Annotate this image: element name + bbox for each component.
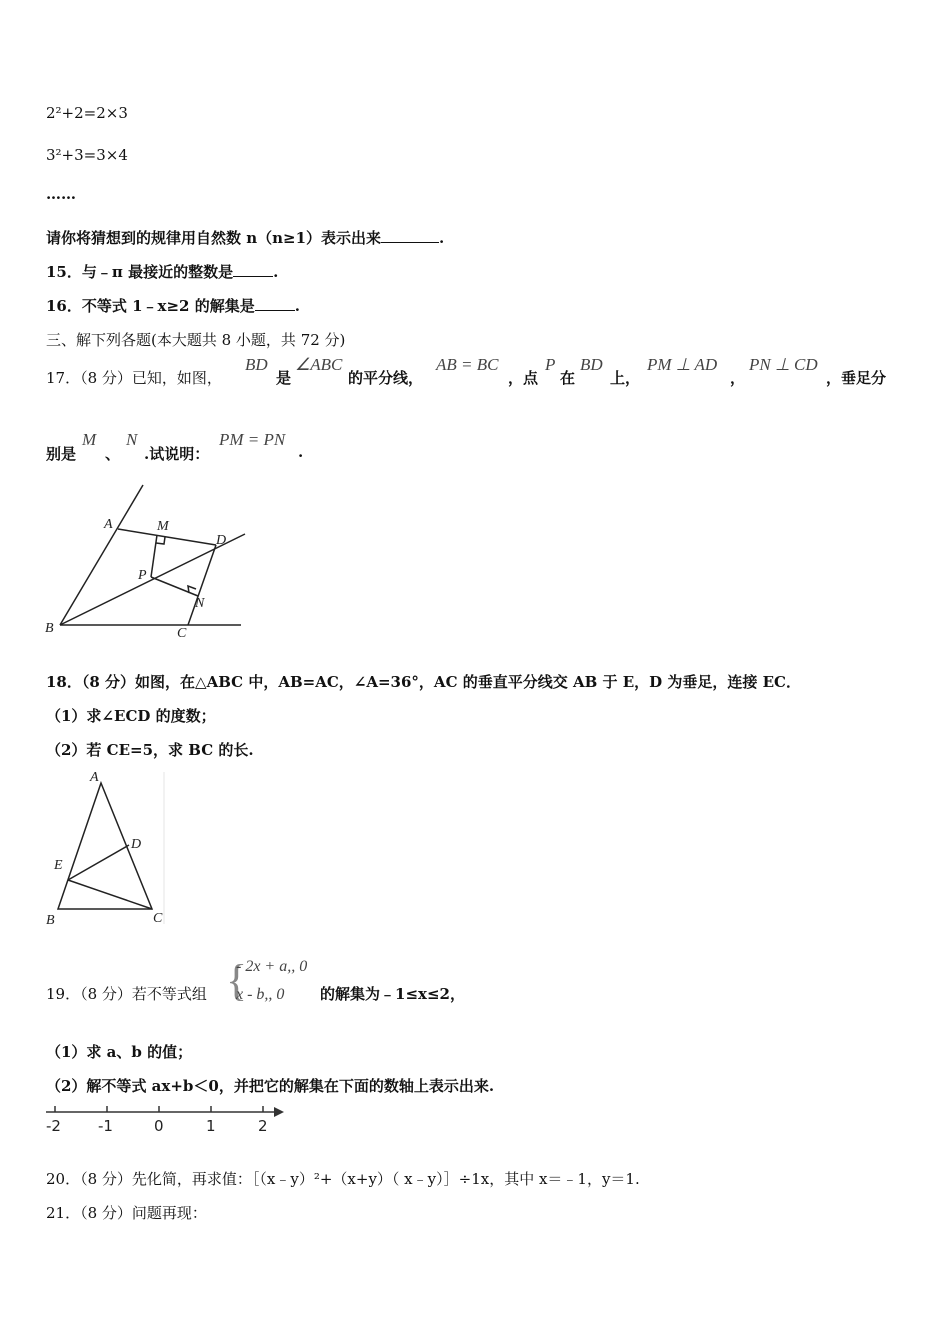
question-18-sub-1: （1）求∠ECD 的度数； [46,707,216,725]
brace-icon: { [226,956,248,1005]
math-pm-eq-pn: PM = PN [219,430,286,449]
intro-question [46,228,444,248]
question-21-text: 21．（8 分）问题再现： [46,1204,207,1222]
intro-question-text: 请你将猜想到的规律用自然数 n（n≥1）表示出来 [46,229,382,247]
right-angle-mark-n [188,586,196,593]
math-pm-perp-ad: PM ⊥ AD [647,355,718,374]
section-heading: 三、解下列各题(本大题共 8 小题，共 72 分) [46,331,346,349]
label-m: M [157,519,169,534]
question-15-end: . [273,263,279,281]
intro-question-end: . [439,229,445,247]
math-n: N [126,430,138,449]
question-17-text: . [298,443,304,461]
question-17-text: ，点 [508,369,539,387]
question-16-end: . [294,297,300,315]
math-angle-abc: ∠ABC [295,355,343,374]
question-17-text: 的平分线， [348,369,424,387]
figure-question-18 [40,768,170,928]
answer-blank[interactable] [381,228,439,243]
question-19-number: 19．（8 分）若不等式组 [46,985,207,1003]
tick-label: -2 [46,1117,61,1135]
math-pn-perp-cd: PN ⊥ CD [749,355,818,374]
math-ab-eq-bc: AB = BC [436,355,499,374]
question-17-text: 在 [560,369,576,387]
axis-arrow-icon [274,1107,284,1117]
label-n: N [195,596,205,611]
inequality-line-2: x - b,, 0 [236,986,285,1003]
label-a: A [104,517,113,532]
question-17-text: ，垂足分 [826,369,887,387]
question-17-text: 上， [610,369,641,387]
question-17-text: 是 [276,369,292,387]
intro-line-2: 3²+3=3×4 [46,146,128,164]
math-p: P [545,355,556,374]
question-19-sub-1: （1）求 a、b 的值； [46,1043,193,1061]
inequality-line-1: - 2x + a,, 0 [236,958,308,975]
label-c: C [153,911,163,926]
line-ed [68,845,129,880]
answer-blank[interactable] [255,296,295,311]
math-bd: BD [580,355,603,374]
question-17-text: .试说明： [144,445,210,463]
number-line [40,1104,290,1138]
question-15 [46,262,278,282]
question-17-text: 、 [105,445,121,463]
math-m: M [82,430,97,449]
question-18-sub-2: （2）若 CE=5，求 BC 的长. [46,741,254,759]
question-15-text: 15．与﹣π 最接近的整数是 [46,263,234,281]
label-e: E [54,858,63,873]
label-b: B [45,621,54,636]
intro-ellipsis: …… [46,185,76,203]
tick-label: 1 [206,1117,216,1135]
tick-label: 2 [258,1117,268,1135]
question-19-tail: 的解集为﹣1≤x≤2， [320,985,465,1003]
math-bd: BD [245,355,268,374]
right-angle-mark-m [156,537,165,544]
line-ec [68,880,152,909]
question-17-number: 17．（8 分）已知，如图， [46,369,222,387]
intro-line-1: 2²+2=2×3 [46,104,128,122]
label-d: D [131,837,142,852]
label-a: A [90,770,99,785]
question-16-text: 16．不等式 1﹣x≥2 的解集是 [46,297,255,315]
question-19-sub-2: （2）解不等式 ax+b＜0，并把它的解集在下面的数轴上表示出来. [46,1077,495,1095]
question-20-text: 20．（8 分）先化简，再求值：［（x﹣y）²+（x+y）（ x﹣y）］÷1x，其中 x＝﹣1，y＝1. [46,1170,640,1188]
label-d: D [216,533,227,548]
tick-label: -1 [98,1117,113,1135]
figure-question-17 [40,482,255,642]
label-b: B [46,913,55,928]
answer-blank[interactable] [233,262,273,277]
question-16 [46,296,300,316]
question-17-text: 别是 [46,445,77,463]
label-c: C [177,626,187,641]
label-p: P [138,568,147,583]
question-17-text: ， [730,369,746,387]
tick-label: 0 [154,1117,164,1135]
question-18-text: 18．（8 分）如图，在△ABC 中，AB=AC，∠A=36°，AC 的垂直平分线交 AB 于 E，D 为垂足，连接 EC． [46,673,801,691]
line-dc [188,545,216,625]
line-pm [151,535,157,577]
